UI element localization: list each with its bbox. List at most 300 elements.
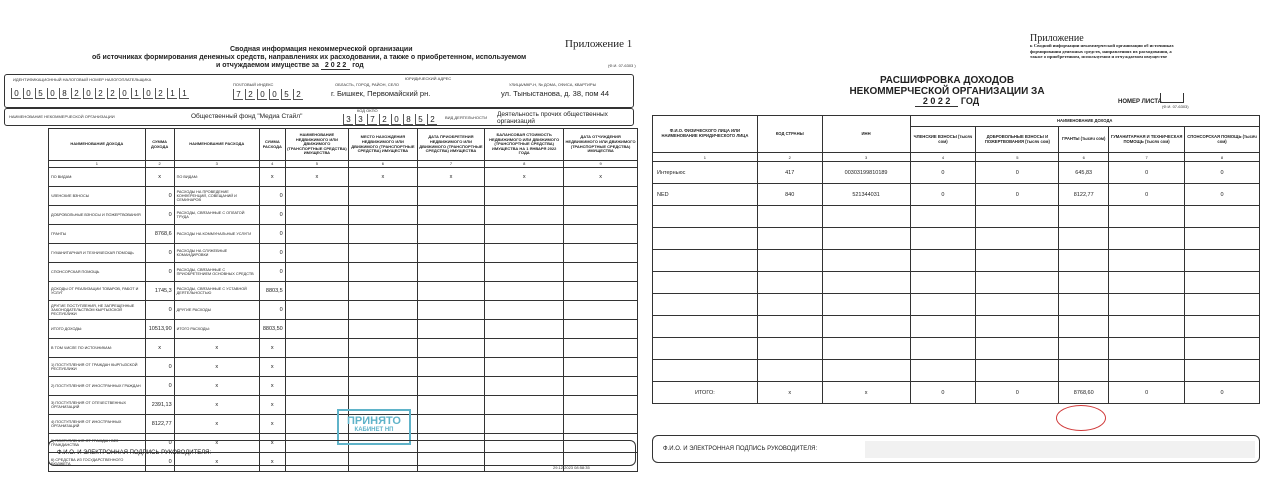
summary-cell bbox=[417, 415, 485, 434]
summary-cell: x bbox=[259, 339, 285, 358]
summary-cell: 1) ПОСТУПЛЕНИЯ ОТ ГРАЖДАН КЫРГЫЗСКОЙ РЕСПУБЛИКИ bbox=[49, 358, 146, 377]
summary-cell: РАСХОДЫ НА ПРОВЕДЕНИЕ КОНФЕРЕНЦИЙ, СОВЕЩАНИЙ И СЕМИНАРОВ bbox=[174, 187, 259, 206]
summary-cell: 0 bbox=[145, 453, 174, 472]
region-value: г. Бишкек, Первомайский рн. bbox=[331, 89, 431, 98]
summary-cell: 3) ПОСТУПЛЕНИЯ ОТ ОТЕЧЕСТВЕННЫХ ОРГАНИЗАЦИЙ bbox=[49, 396, 146, 415]
activity-label: ВИД ДЕЯТЕЛЬНОСТИ bbox=[445, 115, 488, 120]
breakdown-total-cell: x bbox=[822, 382, 910, 404]
sheet-number-label: НОМЕР ЛИСТА bbox=[1118, 99, 1162, 105]
summary-cell: 0 bbox=[145, 301, 174, 320]
column-number: 3 bbox=[822, 153, 910, 162]
summary-cell: x bbox=[259, 396, 285, 415]
form-title-line3: и отчуждаемом имуществе за 2 0 2 2 год bbox=[216, 62, 364, 69]
summary-table-row bbox=[49, 225, 638, 244]
summary-cell: x bbox=[174, 358, 259, 377]
summary-cell bbox=[285, 282, 348, 301]
form-title-line1: Сводная информация некоммерческой организации bbox=[230, 46, 413, 53]
summary-cell bbox=[417, 396, 485, 415]
summary-table-row bbox=[49, 206, 638, 225]
summary-table-row bbox=[49, 377, 638, 396]
breakdown-cell: 0 bbox=[1185, 162, 1260, 184]
summary-cell: 8803,5 bbox=[259, 282, 285, 301]
org-value: Общественный фонд "Медиа Стайл" bbox=[191, 113, 303, 120]
breakdown-row bbox=[653, 162, 1260, 184]
summary-cell: x bbox=[485, 168, 564, 187]
signature-box bbox=[48, 440, 636, 466]
summary-cell: 2391,13 bbox=[145, 396, 174, 415]
column-number: 2 bbox=[757, 153, 822, 162]
summary-cell: ИТОГО РАСХОДЫ: bbox=[174, 320, 259, 339]
summary-cell bbox=[285, 301, 348, 320]
summary-cell: 8768,6 bbox=[145, 225, 174, 244]
summary-cell: x bbox=[174, 396, 259, 415]
column-number: 2 bbox=[145, 161, 174, 168]
breakdown-empty-cell bbox=[1059, 206, 1109, 228]
breakdown-empty-cell bbox=[1185, 294, 1260, 316]
column-number: 6 bbox=[1059, 153, 1109, 162]
breakdown-total-cell: ИТОГО: bbox=[653, 382, 758, 404]
summary-cell: РАСХОДЫ НА СЛУЖЕБНЫЕ КОМАНДИРОВКИ bbox=[174, 244, 259, 263]
breakdown-empty-cell bbox=[1109, 294, 1185, 316]
summary-cell: ПО ВИДАМ: bbox=[174, 168, 259, 187]
breakdown-empty-cell bbox=[1059, 250, 1109, 272]
breakdown-empty-cell bbox=[822, 360, 910, 382]
summary-cell bbox=[417, 282, 485, 301]
breakdown-year: 2 0 2 2 bbox=[915, 96, 959, 107]
summary-cell bbox=[349, 263, 418, 282]
summary-cell bbox=[417, 206, 485, 225]
column-number: 3 bbox=[174, 161, 259, 168]
breakdown-empty-cell bbox=[1109, 206, 1185, 228]
summary-cell: x bbox=[259, 434, 285, 453]
summary-cell bbox=[485, 377, 564, 396]
summary-cell: 1745,3 bbox=[145, 282, 174, 301]
column-number: 8 bbox=[485, 161, 564, 168]
breakdown-empty-cell bbox=[910, 250, 976, 272]
summary-table-row bbox=[49, 282, 638, 301]
summary-table-row bbox=[49, 244, 638, 263]
org-label: НАИМЕНОВАНИЕ НЕКОММЕРЧЕСКОЙ ОРГАНИЗАЦИИ bbox=[9, 114, 115, 119]
column-number: 6 bbox=[349, 161, 418, 168]
breakdown-empty-cell bbox=[976, 316, 1059, 338]
summary-cell bbox=[564, 263, 638, 282]
summary-cell bbox=[349, 358, 418, 377]
summary-cell: РАСХОДЫ НА КОММУНАЛЬНЫЕ УСЛУГИ bbox=[174, 225, 259, 244]
summary-cell bbox=[349, 187, 418, 206]
summary-table-row bbox=[49, 339, 638, 358]
summary-cell: 0 bbox=[259, 225, 285, 244]
column-number: 4 bbox=[910, 153, 976, 162]
breakdown-empty-cell bbox=[822, 250, 910, 272]
col-header-country: КОД СТРАНЫ bbox=[757, 116, 822, 153]
breakdown-empty-cell bbox=[976, 338, 1059, 360]
breakdown-header-row-1 bbox=[653, 116, 1260, 127]
breakdown-empty-cell bbox=[757, 294, 822, 316]
column-number: 4 bbox=[259, 161, 285, 168]
breakdown-empty-cell bbox=[822, 206, 910, 228]
summary-cell: x bbox=[259, 377, 285, 396]
summary-cell: x bbox=[259, 168, 285, 187]
column-number: 5 bbox=[285, 161, 348, 168]
summary-cell: 0 bbox=[259, 244, 285, 263]
breakdown-cell: 645,83 bbox=[1059, 162, 1109, 184]
breakdown-empty-cell bbox=[653, 228, 758, 250]
summary-cell: 0 bbox=[145, 187, 174, 206]
breakdown-cell: 417 bbox=[757, 162, 822, 184]
breakdown-empty-cell bbox=[1059, 316, 1109, 338]
breakdown-empty-cell bbox=[1185, 228, 1260, 250]
breakdown-cell: 521344031 bbox=[822, 184, 910, 206]
summary-cell bbox=[417, 358, 485, 377]
breakdown-table bbox=[652, 115, 1260, 404]
right-signature-box bbox=[652, 435, 1260, 463]
breakdown-empty-cell bbox=[1185, 360, 1260, 382]
breakdown-empty-row bbox=[653, 206, 1260, 228]
column-number: 1 bbox=[653, 153, 758, 162]
summary-cell: РАСХОДЫ, СВЯЗАННЫЕ С ОПЛАТОЙ ТРУДА bbox=[174, 206, 259, 225]
taxpayer-info-box bbox=[4, 74, 634, 108]
summary-cell: 8122,77 bbox=[145, 415, 174, 434]
breakdown-cell: NED bbox=[653, 184, 758, 206]
summary-cell bbox=[417, 301, 485, 320]
activity-value: Деятельность прочих общественных организаций bbox=[497, 111, 608, 126]
breakdown-empty-cell bbox=[822, 272, 910, 294]
summary-cell: ГУМАНИТАРНАЯ И ТЕХНИЧЕСКАЯ ПОМОЩЬ bbox=[49, 244, 146, 263]
column-number: 9 bbox=[564, 161, 638, 168]
summary-cell bbox=[564, 320, 638, 339]
summary-cell bbox=[485, 263, 564, 282]
summary-cell: 5) ПОСТУПЛЕНИЯ ОТ ГРАЖДАН БЕЗ ГРАЖДАНСТВА bbox=[49, 434, 146, 453]
breakdown-empty-cell bbox=[822, 228, 910, 250]
report-year: 2 0 2 2 bbox=[321, 62, 350, 70]
summary-cell: 8803,50 bbox=[259, 320, 285, 339]
summary-cell: СПОНСОРСКАЯ ПОМОЩЬ bbox=[49, 263, 146, 282]
breakdown-cell: Интерньюс bbox=[653, 162, 758, 184]
breakdown-empty-cell bbox=[757, 338, 822, 360]
form-code: (Ф.И. 07-6303 ) bbox=[608, 63, 636, 68]
summary-col-header-3: НАИМЕНОВАНИЕ РАСХОДА bbox=[174, 129, 259, 161]
summary-cell bbox=[485, 320, 564, 339]
col-header-inn: ИНН bbox=[822, 116, 910, 153]
breakdown-total-cell: 0 bbox=[910, 382, 976, 404]
breakdown-empty-cell bbox=[1059, 294, 1109, 316]
breakdown-empty-cell bbox=[976, 206, 1059, 228]
summary-cell: ГРАНТЫ bbox=[49, 225, 146, 244]
summary-cell: РАСХОДЫ, СВЯЗАННЫЕ С УСТАВНОЙ ДЕЯТЕЛЬНОСТЬЮ bbox=[174, 282, 259, 301]
summary-cell bbox=[417, 377, 485, 396]
breakdown-empty-cell bbox=[976, 272, 1059, 294]
summary-cell bbox=[485, 396, 564, 415]
summary-cell: 0 bbox=[259, 263, 285, 282]
right-form-code: (Ф.И. 07-6303) bbox=[1162, 104, 1189, 109]
col-header-name: Ф.И.О. ФИЗИЧЕСКОГО ЛИЦА ИЛИ НАИМЕНОВАНИЕ ЮРИДИЧЕСКОГО ЛИЦА bbox=[653, 116, 758, 153]
breakdown-cell: 0 bbox=[976, 162, 1059, 184]
summary-cell: ПО ВИДАМ: bbox=[49, 168, 146, 187]
summary-cell: x bbox=[259, 358, 285, 377]
breakdown-empty-cell bbox=[653, 360, 758, 382]
breakdown-empty-cell bbox=[653, 206, 758, 228]
breakdown-empty-cell bbox=[1185, 250, 1260, 272]
inn-label: ИДЕНТИФИКАЦИОННЫЙ НАЛОГОВЫЙ НОМЕР НАЛОГОПЛАТЕЛЬЩИКА bbox=[13, 77, 152, 82]
breakdown-empty-cell bbox=[910, 294, 976, 316]
summary-table-row bbox=[49, 301, 638, 320]
breakdown-empty-cell bbox=[757, 360, 822, 382]
summary-col-header-5: НАИМЕНОВАНИЕ НЕДВИЖИМОГО ИЛИ ДВИЖИМОГО (ТРАНСПОРТНЫЕ СРЕДСТВА) ИМУЩЕСТВА bbox=[285, 129, 348, 161]
column-number: 8 bbox=[1185, 153, 1260, 162]
summary-cell bbox=[285, 358, 348, 377]
summary-cell bbox=[349, 206, 418, 225]
summary-table-row bbox=[49, 320, 638, 339]
breakdown-empty-cell bbox=[910, 206, 976, 228]
summary-cell bbox=[349, 282, 418, 301]
column-number: 1 bbox=[49, 161, 146, 168]
summary-col-header-9: ДАТА ОТЧУЖДЕНИЯ НЕДВИЖИМОГО ИЛИ ДВИЖИМОГО (ТРАНСПОРТНЫЕ СРЕДСТВА) ИМУЩЕСТВА bbox=[564, 129, 638, 161]
breakdown-empty-row bbox=[653, 272, 1260, 294]
breakdown-cell: 0 bbox=[1109, 184, 1185, 206]
breakdown-cell: 8122,77 bbox=[1059, 184, 1109, 206]
column-number-row bbox=[49, 161, 638, 168]
summary-cell: x bbox=[259, 453, 285, 472]
summary-col-header-2: СУММА ДОХОДА bbox=[145, 129, 174, 161]
summary-cell bbox=[417, 225, 485, 244]
income-breakdown-page bbox=[640, 0, 1268, 485]
summary-cell bbox=[285, 339, 348, 358]
summary-cell: 0 bbox=[145, 206, 174, 225]
appendix-description: к Сводной информации некоммерческой организации об источниках формирования денежных средств, направлениях их расходования, а также о приобретенном, используемом и отчуждаемом имуществе bbox=[1030, 43, 1174, 60]
summary-cell: ДРУГИЕ ПОСТУПЛЕНИЯ, НЕ ЗАПРЕЩЕННЫЕ ЗАКОНОДАТЕЛЬСТВОМ КЫРГЫЗСКОЙ РЕСПУБЛИКИ bbox=[49, 301, 146, 320]
breakdown-column-number-row bbox=[653, 153, 1260, 162]
breakdown-row bbox=[653, 184, 1260, 206]
summary-cell bbox=[285, 206, 348, 225]
breakdown-cell: 0 bbox=[976, 184, 1059, 206]
column-number: 5 bbox=[976, 153, 1059, 162]
postal-label: ПОЧТОВЫЙ ИНДЕКС bbox=[233, 82, 274, 87]
summary-cell bbox=[564, 377, 638, 396]
breakdown-total-cell: 0 bbox=[976, 382, 1059, 404]
breakdown-empty-cell bbox=[910, 360, 976, 382]
summary-cell: РАСХОДЫ, СВЯЗАННЫЕ С ПРИОБРЕТЕНИЕМ ОСНОВНЫХ СРЕДСТВ bbox=[174, 263, 259, 282]
breakdown-empty-cell bbox=[653, 338, 758, 360]
street-label: УЛИЦА/МКР-Н, № ДОМА, ОФИСА, КВАРТИРЫ bbox=[509, 82, 597, 87]
summary-cell: 0 bbox=[259, 206, 285, 225]
breakdown-empty-cell bbox=[976, 228, 1059, 250]
summary-cell: x bbox=[417, 168, 485, 187]
okpo-label: КОД ОКПО bbox=[357, 108, 378, 113]
col-header-membership: ЧЛЕНСКИЕ ВЗНОСЫ (тысяч сом) bbox=[910, 127, 976, 153]
summary-cell bbox=[349, 339, 418, 358]
breakdown-empty-cell bbox=[910, 228, 976, 250]
summary-cell: 0 bbox=[145, 263, 174, 282]
col-header-grants: ГРАНТЫ (тысяч сом) bbox=[1059, 127, 1109, 153]
summary-cell bbox=[564, 244, 638, 263]
summary-cell: 4) ПОСТУПЛЕНИЯ ОТ ИНОСТРАННЫХ ОРГАНИЗАЦИЙ bbox=[49, 415, 146, 434]
summary-cell bbox=[285, 320, 348, 339]
breakdown-empty-cell bbox=[757, 272, 822, 294]
summary-cell bbox=[285, 225, 348, 244]
breakdown-empty-cell bbox=[653, 272, 758, 294]
summary-cell: x bbox=[174, 339, 259, 358]
stamp-sub-text: КАБИНЕТ НП bbox=[354, 427, 394, 433]
summary-cell bbox=[485, 358, 564, 377]
summary-cell: 0 bbox=[145, 358, 174, 377]
summary-cell: 0 bbox=[145, 244, 174, 263]
breakdown-empty-cell bbox=[1109, 250, 1185, 272]
breakdown-empty-cell bbox=[653, 250, 758, 272]
summary-col-header-6: МЕСТО НАХОЖДЕНИЯ НЕДВИЖИМОГО ИЛИ ДВИЖИМОГО (ТРАНСПОРТНЫЕ СРЕДСТВА) ИМУЩЕСТВА bbox=[349, 129, 418, 161]
breakdown-empty-cell bbox=[1109, 338, 1185, 360]
summary-cell: ЧЛЕНСКИЕ ВЗНОСЫ bbox=[49, 187, 146, 206]
summary-cell: 10513,90 bbox=[145, 320, 174, 339]
column-number: 7 bbox=[1109, 153, 1185, 162]
breakdown-empty-cell bbox=[1109, 316, 1185, 338]
breakdown-empty-cell bbox=[757, 250, 822, 272]
breakdown-empty-cell bbox=[1059, 228, 1109, 250]
summary-cell bbox=[485, 225, 564, 244]
summary-col-header-4: СУММА РАСХОДА bbox=[259, 129, 285, 161]
postal-digits: 7 2 0 0 5 2 bbox=[233, 89, 303, 100]
summary-cell: ДОХОДЫ ОТ РЕАЛИЗАЦИИ ТОВАРОВ, РАБОТ И УСЛУГ bbox=[49, 282, 146, 301]
signature-field[interactable] bbox=[865, 441, 1255, 458]
summary-cell bbox=[417, 187, 485, 206]
summary-cell bbox=[485, 339, 564, 358]
summary-cell bbox=[564, 206, 638, 225]
breakdown-title: РАСШИФРОВКА ДОХОДОВ НЕКОММЕРЧЕСКОЙ ОРГАНИЗАЦИИ ЗА 2 0 2 2 ГОД bbox=[849, 75, 1045, 106]
summary-cell: x bbox=[145, 168, 174, 187]
summary-cell bbox=[285, 377, 348, 396]
summary-cell bbox=[485, 187, 564, 206]
breakdown-empty-cell bbox=[822, 294, 910, 316]
summary-cell bbox=[564, 415, 638, 434]
summary-cell bbox=[285, 244, 348, 263]
summary-cell bbox=[417, 263, 485, 282]
breakdown-empty-cell bbox=[1185, 316, 1260, 338]
summary-cell: x bbox=[349, 168, 418, 187]
breakdown-cell: 0 bbox=[910, 162, 976, 184]
summary-table-row bbox=[49, 263, 638, 282]
summary-table-row bbox=[49, 187, 638, 206]
breakdown-empty-cell bbox=[1109, 228, 1185, 250]
breakdown-cell: 0 bbox=[1109, 162, 1185, 184]
breakdown-empty-cell bbox=[910, 316, 976, 338]
summary-col-header-8: БАЛАНСОВАЯ СТОИМОСТЬ НЕДВИЖИМОГО ИЛИ ДВИЖИМОГО (ТРАНСПОРТНЫЕ СРЕДСТВА) ИМУЩЕСТВА НА 1 ЯНВАРЯ 2022 ГОДА bbox=[485, 129, 564, 161]
summary-cell: 6) СРЕДСТВА ИЗ ГОСУДАРСТВЕННОГО БЮДЖЕТА bbox=[49, 453, 146, 472]
summary-cell: 0 bbox=[145, 434, 174, 453]
breakdown-total-row bbox=[653, 382, 1260, 404]
breakdown-empty-cell bbox=[976, 360, 1059, 382]
summary-cell: ДОБРОВОЛЬНЫЕ ВЗНОСЫ И ПОЖЕРТВОВАНИЯ bbox=[49, 206, 146, 225]
breakdown-cell: 00303199810189 bbox=[822, 162, 910, 184]
summary-cell bbox=[417, 320, 485, 339]
breakdown-empty-cell bbox=[757, 206, 822, 228]
breakdown-empty-cell bbox=[1059, 360, 1109, 382]
summary-cell bbox=[349, 377, 418, 396]
summary-col-header-1: НАИМЕНОВАНИЕ ДОХОДА bbox=[49, 129, 146, 161]
breakdown-cell: 840 bbox=[757, 184, 822, 206]
submission-timestamp: 29.12.2023 08:58:35 bbox=[553, 465, 590, 470]
inn-digits: 0 0 5 0 8 2 0 2 2 0 1 0 2 1 1 bbox=[11, 88, 189, 99]
stamp-main-text: ПРИНЯТО bbox=[346, 415, 401, 427]
summary-cell bbox=[485, 244, 564, 263]
summary-cell bbox=[349, 225, 418, 244]
summary-cell: x bbox=[145, 339, 174, 358]
summary-cell bbox=[564, 187, 638, 206]
summary-cell bbox=[485, 282, 564, 301]
summary-cell: x bbox=[174, 453, 259, 472]
summary-cell: В ТОМ ЧИСЛЕ ПО ИСТОЧНИКАМ: bbox=[49, 339, 146, 358]
breakdown-empty-cell bbox=[1185, 206, 1260, 228]
breakdown-empty-cell bbox=[1185, 272, 1260, 294]
breakdown-empty-cell bbox=[1059, 338, 1109, 360]
breakdown-empty-row bbox=[653, 228, 1260, 250]
summary-cell bbox=[485, 415, 564, 434]
summary-cell: 0 bbox=[259, 301, 285, 320]
summary-cell bbox=[285, 263, 348, 282]
breakdown-total-cell: 0 bbox=[1185, 382, 1260, 404]
signature-label: Ф.И.О. И ЭЛЕКТРОННАЯ ПОДПИСЬ РУКОВОДИТЕЛЯ: bbox=[57, 450, 212, 456]
total-grants-cell: 8768,60 bbox=[1059, 382, 1109, 404]
summary-cell bbox=[349, 320, 418, 339]
summary-cell: ДРУГИЕ РАСХОДЫ bbox=[174, 301, 259, 320]
summary-cell: x bbox=[174, 415, 259, 434]
group-header-income: НАИМЕНОВАНИЕ ДОХОДА bbox=[910, 116, 1259, 127]
breakdown-empty-cell bbox=[1059, 272, 1109, 294]
breakdown-empty-cell bbox=[822, 338, 910, 360]
region-label: ОБЛАСТЬ, ГОРОД, РАЙОН, СЕЛО bbox=[335, 82, 400, 87]
breakdown-empty-row bbox=[653, 338, 1260, 360]
summary-cell bbox=[485, 206, 564, 225]
summary-cell bbox=[417, 339, 485, 358]
col-header-donations: ДОБРОВОЛЬНЫЕ ВЗНОСЫ И ПОЖЕРТВОВАНИЯ (тысяч сом) bbox=[976, 127, 1059, 153]
summary-cell bbox=[349, 301, 418, 320]
appendix-label: Приложение 1 bbox=[565, 38, 633, 50]
breakdown-empty-cell bbox=[976, 250, 1059, 272]
org-info-box bbox=[4, 108, 634, 126]
summary-cell bbox=[564, 396, 638, 415]
okpo-digits: 3 3 7 2 0 8 5 2 bbox=[343, 114, 437, 125]
col-header-sponsorship: СПОНСОРСКАЯ ПОМОЩЬ (тысяч сом) bbox=[1185, 127, 1260, 153]
breakdown-cell: 0 bbox=[1185, 184, 1260, 206]
breakdown-empty-cell bbox=[757, 228, 822, 250]
summary-cell: x bbox=[564, 168, 638, 187]
breakdown-empty-row bbox=[653, 360, 1260, 382]
summary-cell: 0 bbox=[145, 377, 174, 396]
breakdown-empty-cell bbox=[1185, 338, 1260, 360]
summary-cell: 0 bbox=[259, 187, 285, 206]
summary-col-header-7: ДАТА ПРИОБРЕТЕНИЯ НЕДВИЖИМОГО ИЛИ ДВИЖИМОГО (ТРАНСПОРТНЫЕ СРЕДСТВА) ИМУЩЕСТВА bbox=[417, 129, 485, 161]
form-title-line2: об источниках формирования денежных средств, направлениях их расходовании, а также о приобретенном, используемом bbox=[92, 54, 527, 61]
street-value: ул. Тыныстанова, д. 38, пом 44 bbox=[501, 89, 609, 98]
summary-cell bbox=[349, 244, 418, 263]
breakdown-empty-row bbox=[653, 294, 1260, 316]
breakdown-cell: 0 bbox=[910, 184, 976, 206]
sheet-number-field[interactable] bbox=[1160, 93, 1184, 103]
summary-table-row bbox=[49, 168, 638, 187]
breakdown-empty-cell bbox=[910, 272, 976, 294]
summary-cell bbox=[285, 187, 348, 206]
summary-cell bbox=[564, 301, 638, 320]
breakdown-empty-cell bbox=[653, 294, 758, 316]
appendix-title: Приложение bbox=[1030, 33, 1084, 44]
breakdown-total-cell: x bbox=[757, 382, 822, 404]
summary-cell bbox=[564, 339, 638, 358]
breakdown-empty-cell bbox=[822, 316, 910, 338]
summary-cell: 2) ПОСТУПЛЕНИЯ ОТ ИНОСТРАННЫХ ГРАЖДАН bbox=[49, 377, 146, 396]
address-label: ЮРИДИЧЕСКИЙ АДРЕС bbox=[405, 76, 452, 81]
summary-cell: x bbox=[174, 377, 259, 396]
summary-cell bbox=[564, 225, 638, 244]
summary-table-header bbox=[49, 129, 638, 161]
breakdown-empty-cell bbox=[1109, 360, 1185, 382]
